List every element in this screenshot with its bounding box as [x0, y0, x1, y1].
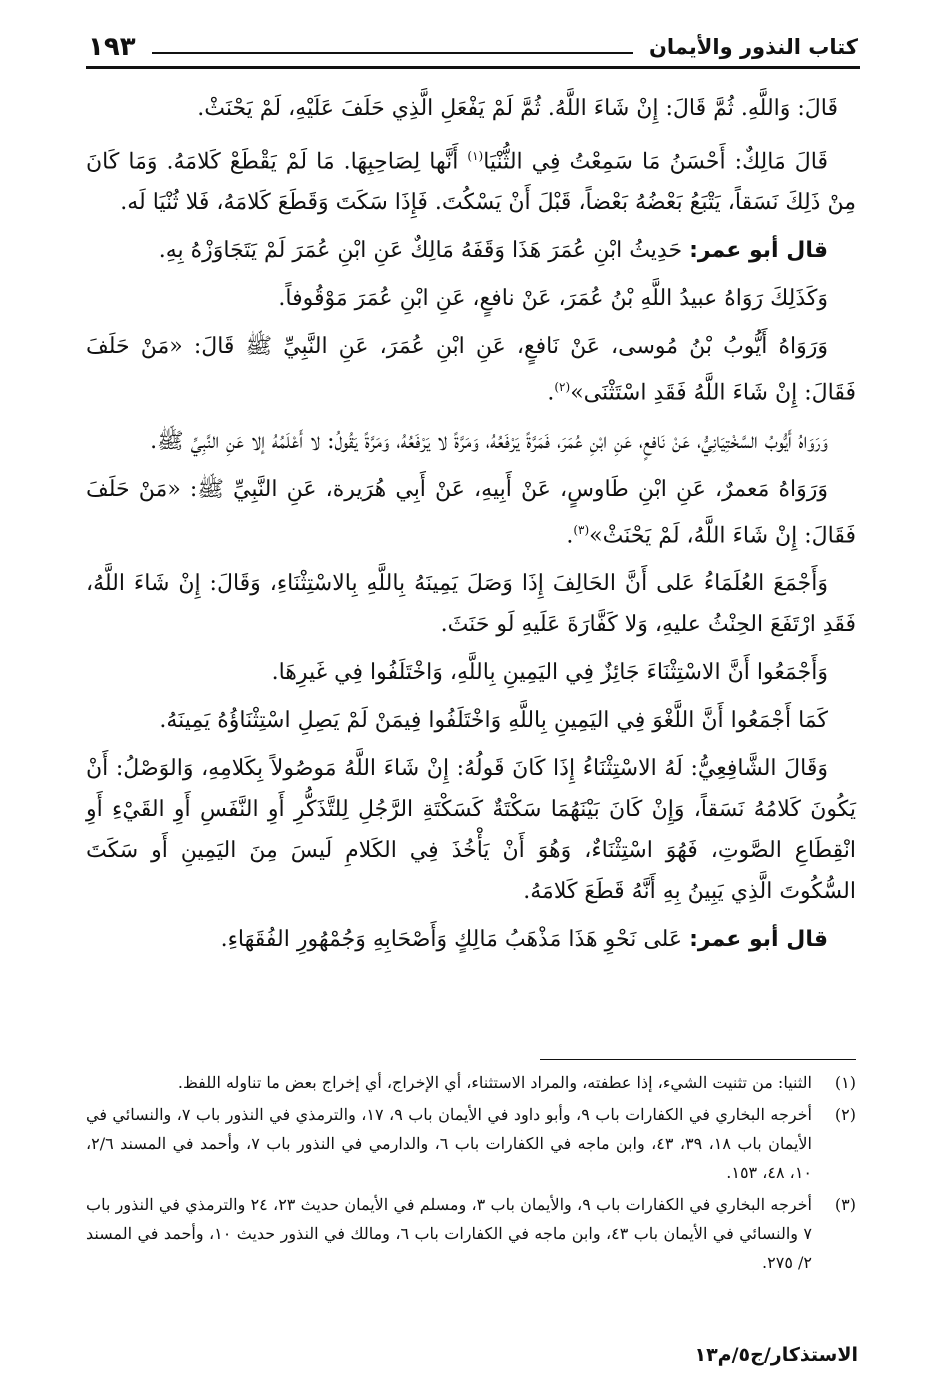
footnote-text: أخرجه البخاري في الكفارات باب ٩، وأبو داود في الأيمان باب ٩، ١٧، والترمذي في النذور باب ٧، والنسائي في الأيمان باب ١٨، ٣٩، ٤٣، وابن ماجه في الكفارات باب ٦، والدارمي في النذور باب ٧، وأحمد في المسند ٢/٦، ١٠، ٤٨، ١٥٣. [86, 1105, 812, 1182]
footnote-number: (٢) [834, 1105, 856, 1124]
footnote-separator [540, 1059, 856, 1060]
paragraph [86, 230, 856, 271]
paragraph [86, 469, 856, 556]
paragraph-text: حَدِيثُ ابْنِ عُمَرَ هَذَا وَقَفَهُ مَالِكٌ عَنِ ابْنِ عُمَرَ لَمْ يَتَجَاوَزْهُ بِهِ. [158, 238, 690, 264]
volume-signature: الاستذكار/ج٥/م١٣ [694, 1344, 858, 1366]
paragraph-text: قَالَ مَالِكٌ: أَحْسَنُ مَا سَمِعْتُ فِي الثُّنْيَا [483, 149, 828, 175]
main-text [86, 88, 856, 967]
paragraph-text: . [547, 380, 555, 406]
paragraph-text: وَقَالَ الشَّافِعِيُّ: لَهُ الاسْتِثْنَاءُ إِذَا كَانَ قَولُهُ: إِنْ شَاءَ اللَّهُ مَوصُولاً بِكَلامِهِ، وَالوَصْلُ: أَنْ يَكُونَ كَلامُهُ نَسَقاً، وَإِنْ كَانَ بَيْنَهُمَا سَكْتَةٌ كَسَكْتَةِ الرَّجُلِ لِلتَّذَكُّرِ أَوِ النَّفَسِ أَوِ القَيْءِ أَوِ انْقِطَاعِ الصَّوتِ، فَهُوَ اسْتِثْنَاءٌ، وَهُوَ أَنْ يَأْخُذَ فِي الكَلامِ لَيسَ مِنَ اليَمِينِ أَو سَكَتَ السُّكُوتَ الَّذِي يَبِينُ بِهِ أَنَّهُ قَطَعَ كَلامَهُ. [86, 755, 857, 904]
footnote-number: (١) [834, 1073, 856, 1092]
page-number: ١٩٣ [88, 32, 136, 62]
book-title: كتاب النذور والأيمان [649, 35, 858, 59]
running-header [88, 26, 858, 68]
paragraph [86, 136, 856, 223]
footnote-text: أخرجه البخاري في الكفارات باب ٩، والأيمان باب ٣، ومسلم في الأيمان حديث ٢٣، ٢٤ والترمذي في النذور باب ٧ والنسائي في الأيمان باب ٤٣، وابن ماجه في الكفارات باب ٦، ومالك في النذور حديث ١٠، وأحمد في المسند ٢/ ٢٧٥. [86, 1195, 813, 1272]
paragraph [86, 88, 856, 129]
paragraph-text: وَأَجْمَعُوا أَنَّ الاسْتِثْنَاءَ جَائِزٌ فِي اليَمِينِ بِاللَّهِ، وَاخْتَلَفُوا فِي غَيرِهَا. [271, 659, 828, 685]
paragraph [86, 563, 856, 645]
paragraph-text: وَأَجْمَعَ العُلَمَاءُ عَلى أَنَّ الحَالِفَ إِذَا وَصَلَ يَمِينَهُ بِاللَّهِ بِالاسْتِثْنَاءِ، وَقَالَ: إِنْ شَاءَ اللَّهُ، فَقَدِ ارْتَفَعَ الحِنْثُ عليهِ، وَلا كَفَّارَةَ عَلَيهِ لَو حَنَثَ. [86, 570, 856, 637]
paragraph [86, 326, 856, 413]
header-rule [86, 66, 860, 69]
paragraph [86, 278, 856, 319]
paragraph-text: أَنَّها لِصَاحِبِهَا. مَا لَمْ يَقْطَعْ كَلامَهُ. وَمَا كَانَ مِنْ ذَلِكَ نَسَقاً، يَتْبَعُ بَعْضُهُ بَعْضاً، قَبْلَ أَنْ يَسْكُتَ. فَإِذَا سَكَتَ وَقَطَعَ كَلامَهُ، فَلا ثُنْيَا لَه. [86, 149, 856, 216]
footnotes [86, 1068, 856, 1280]
footnote-ref[interactable]: (٢) [554, 380, 571, 395]
paragraph-text: وَرَوَاهُ مَعمرٌ، عَنِ ابْنِ طَاوسٍ، عَنْ أَبِيهِ، عَنْ أَبِي هُرَيرة، عَنِ النَّبِيِّ ﷺ: «مَنْ حَلَفَ فَقَالَ: إِنْ شَاءَ اللَّهُ، لَمْ يَحْنَثْ» [86, 476, 856, 548]
paragraph-text: وَرَوَاهُ أَيُّوبُ السَّخْتِيَانِيُّ، عَنْ نَافعٍ، عَنِ ابْنِ عُمَرَ، فَمَرَّةً يَرْفَعُهُ، وَمَرَّةً لا يَرْفَعُهُ، وَمَرَّةً يَقُولُ: لا أَعْلَمُهُ إلا عَنِ النَّبِيِّ ﷺ. [150, 428, 828, 454]
footnote-ref[interactable]: (٣) [573, 522, 590, 537]
paragraph-text: عَلى نَحْوِ هَذَا مَذْهَبُ مَالِكٍ وَأَصْحَابِهِ وَجُمْهُورِ الفُقَهَاءِ. [220, 926, 690, 952]
paragraph [86, 652, 856, 693]
paragraph [86, 700, 856, 741]
footnote [86, 1190, 856, 1277]
footnote-text: الثنيا: من تثنيت الشيء، إذا عطفته، والمراد الاستثناء، أي الإخراج، أي إخراج بعض ما تناوله اللفظ. [177, 1073, 812, 1092]
footnote [86, 1068, 856, 1097]
paragraph [86, 421, 856, 462]
speaker-label: قال أبو عمر: [689, 926, 828, 952]
paragraph-text: . [566, 522, 574, 548]
paragraph-text: وَرَوَاهُ أَيُّوبُ بْنُ مُوسى، عَنْ نَافعٍ، عَنِ ابْنِ عُمَرَ، عَنِ النَّبِيِّ ﷺ قَالَ: «مَنْ حَلَفَ فَقَالَ: إِنْ شَاءَ اللَّهُ فَقَدِ اسْتَثْنَى» [86, 334, 856, 406]
paragraph-text: قَالَ: وَاللَّهِ. ثُمَّ قَالَ: إِنْ شَاءَ اللَّهُ. ثُمَّ لَمْ يَفْعَلِ الَّذِي حَلَفَ عَلَيْهِ، لَمْ يَحْنَثْ. [197, 96, 838, 121]
footnote [86, 1100, 856, 1187]
footnote-ref[interactable]: (١) [467, 149, 484, 163]
header-dash-line [152, 52, 633, 54]
footnote-number: (٣) [834, 1195, 856, 1214]
paragraph [86, 748, 856, 912]
paragraph-text: كَمَا أَجْمَعُوا أَنَّ اللَّغْوَ فِي اليَمِينِ بِاللَّهِ وَاخْتَلَفُوا فِيمَنْ لَمْ يَصِلِ اسْتِثْنَاؤُهُ يَمِينَهُ. [159, 707, 828, 733]
paragraph-text: وَكَذَلِكَ رَوَاهُ عبيدُ اللَّهِ بْنُ عُمَرَ، عَنْ نافعٍ، عَنِ ابْنِ عُمَرَ مَوْقُوفاً. [278, 286, 828, 312]
paragraph [86, 919, 856, 960]
speaker-label: قال أبو عمر: [689, 238, 828, 264]
